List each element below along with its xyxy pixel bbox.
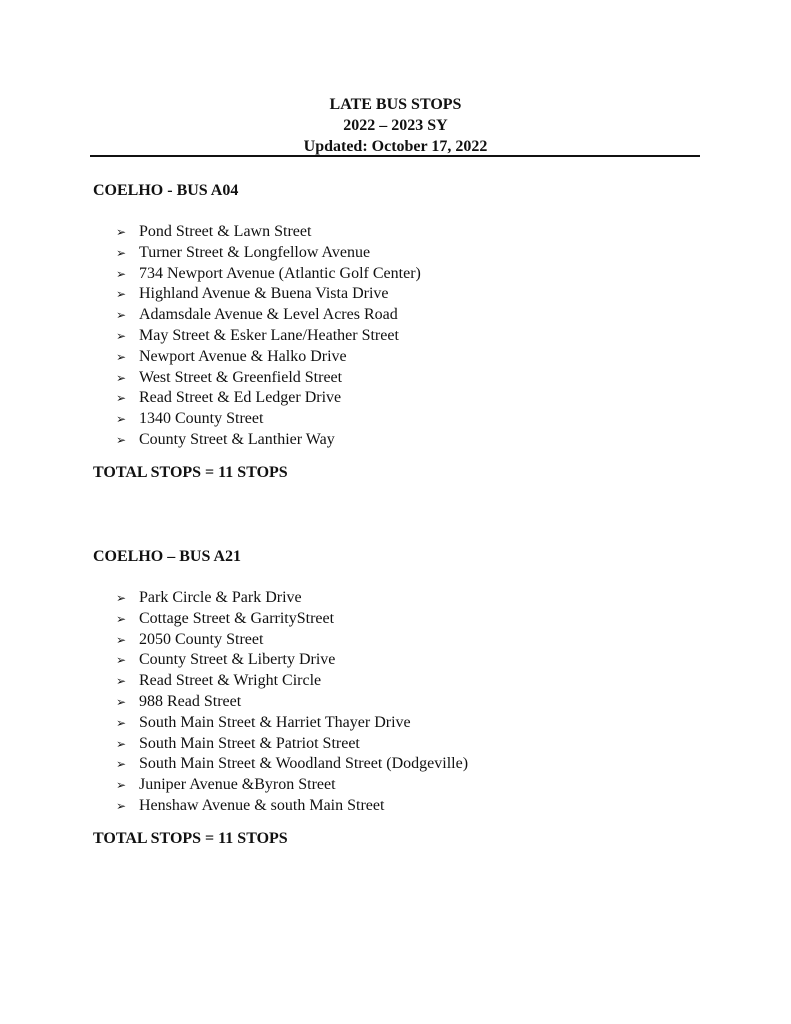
arrow-bullet-icon: ➢	[116, 778, 127, 793]
arrow-bullet-icon: ➢	[116, 611, 127, 626]
arrow-bullet-icon: ➢	[116, 432, 127, 447]
list-item: ➢ Cottage Street & GarrityStreet	[116, 609, 468, 630]
arrow-bullet-icon: ➢	[116, 694, 127, 709]
arrow-bullet-icon: ➢	[116, 757, 127, 772]
document-header	[0, 94, 791, 157]
list-item: ➢ Park Circle & Park Drive	[116, 588, 468, 609]
arrow-bullet-icon: ➢	[116, 245, 127, 260]
arrow-bullet-icon: ➢	[116, 308, 127, 323]
arrow-bullet-icon: ➢	[116, 370, 127, 385]
route-title-a04: COELHO - BUS A04	[93, 182, 239, 199]
school-year: 2022 – 2023 SY	[343, 117, 448, 134]
arrow-bullet-icon: ➢	[116, 591, 127, 605]
arrow-bullet-icon: ➢	[116, 266, 127, 281]
list-item: ➢ 988 Read Street	[116, 692, 468, 713]
list-item: ➢ Highland Avenue & Buena Vista Drive	[116, 284, 421, 305]
arrow-bullet-icon: ➢	[116, 412, 127, 427]
list-item: ➢ Adamsdale Avenue & Level Acres Road	[116, 305, 421, 326]
updated-date: Updated: October 17, 2022	[303, 138, 488, 155]
arrow-bullet-icon: ➢	[116, 736, 127, 751]
header-divider	[90, 155, 700, 157]
list-item: ➢ May Street & Esker Lane/Heather Street	[116, 326, 421, 347]
list-item: ➢ South Main Street & Patriot Street	[116, 734, 468, 755]
list-item: ➢ Read Street & Wright Circle	[116, 671, 468, 692]
list-item: ➢ South Main Street & Harriet Thayer Drive	[116, 713, 468, 734]
list-item: ➢ West Street & Greenfield Street	[116, 368, 421, 389]
list-item: ➢ 1340 County Street	[116, 409, 421, 430]
arrow-bullet-icon: ➢	[116, 328, 127, 343]
arrow-bullet-icon: ➢	[116, 715, 127, 730]
list-item: ➢ Newport Avenue & Halko Drive	[116, 347, 421, 368]
list-item: ➢ Turner Street & Longfellow Avenue	[116, 243, 421, 264]
arrow-bullet-icon: ➢	[116, 653, 127, 668]
total-stops-a04: TOTAL STOPS = 11 STOPS	[93, 464, 288, 481]
list-item: ➢ Henshaw Avenue & south Main Street	[116, 796, 468, 817]
list-item: ➢ Read Street & Ed Ledger Drive	[116, 388, 421, 409]
stop-list-a04	[116, 222, 421, 451]
list-item: ➢ South Main Street & Woodland Street (Dodgeville)	[116, 754, 468, 775]
arrow-bullet-icon: ➢	[116, 798, 127, 813]
list-item: ➢ 734 Newport Avenue (Atlantic Golf Center)	[116, 264, 421, 285]
list-item: ➢ County Street & Liberty Drive	[116, 650, 468, 671]
arrow-bullet-icon: ➢	[116, 391, 127, 406]
list-item: ➢ 2050 County Street	[116, 630, 468, 651]
list-item: ➢ County Street & Lanthier Way	[116, 430, 421, 451]
arrow-bullet-icon: ➢	[116, 349, 127, 364]
arrow-bullet-icon: ➢	[116, 225, 127, 239]
stop-list-a21	[116, 588, 468, 817]
document-title: LATE BUS STOPS	[329, 96, 462, 113]
arrow-bullet-icon: ➢	[116, 287, 127, 302]
arrow-bullet-icon: ➢	[116, 632, 127, 647]
arrow-bullet-icon: ➢	[116, 674, 127, 689]
total-stops-a21: TOTAL STOPS = 11 STOPS	[93, 830, 288, 847]
list-item: ➢ Juniper Avenue &Byron Street	[116, 775, 468, 796]
route-title-a21: COELHO – BUS A21	[93, 548, 242, 565]
list-item: ➢ Pond Street & Lawn Street	[116, 222, 421, 243]
